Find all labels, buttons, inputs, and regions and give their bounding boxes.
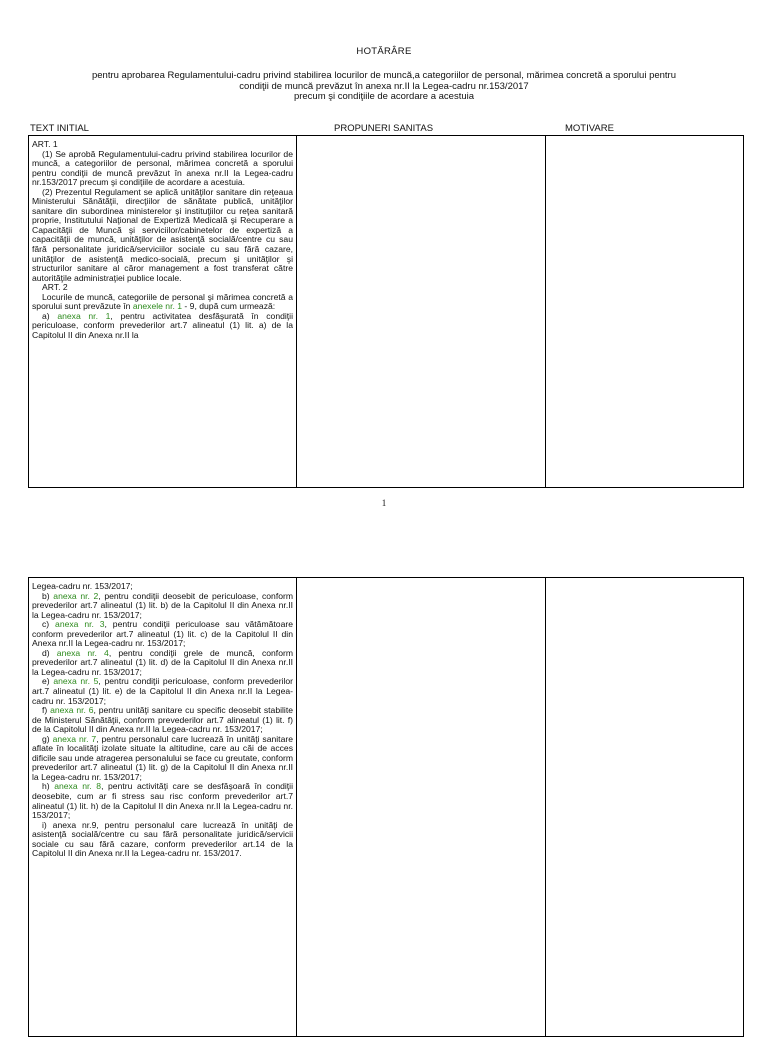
text-initial-cell [29,578,297,1037]
annex-link[interactable]: anexa nr. 3 [55,619,105,630]
annex-link[interactable]: anexa nr. 6 [50,705,94,716]
list-item: f) anexa nr. 6, pentru unităţi sanitare cu specific deosebit stabilite de Ministerul Sănătăţii, conform prevederilor art.7 alineatul (1) lit. f) de la Capitolul II din Anexa nr.II la Legea-cadru nr. 153/2017; [32,705,293,735]
article-heading: ART. 2 [42,282,68,293]
paragraph: Legea-cadru nr. 153/2017; [32,581,133,591]
subtitle-line: pentru aprobarea Regulamentului-cadru privind stabilirea locurilor de muncă,a categoriilor de personal, mărimea concretă a sporului pentru [91,70,677,81]
paragraph: (2) Prezentul Regulament se aplică unităţilor sanitare din reţeaua Ministerului Sănătăţii, direcţiilor de sănătate publică, unităţilor sanitare din subordinea ministerelor şi instituţiilor cu reţea sanitară proprie, Institutului Naţional de Expertiză Medicală şi Recuperare a Capacităţii de Muncă şi serviciilor/cabinetelor de expertiză a capacităţii de muncă, unităţilor de asistenţă socială/centre cu sau fără personalitate juridică/serviciilor sociale cu sau fără cazare, unităţilor de asistenţă medico-socială, precum şi unităţilor şi structurilor sanitare al căror management a fost transferat către autorităţile administraţiei publice locale. [32,186,293,283]
list-item: b) anexa nr. 2, pentru condiţii deosebit de periculoase, conform prevederilor art.7 alineatul (1) lit. b) de la Capitolul II din Anexa nr.II la Legea-cadru nr. 153/2017; [32,590,294,620]
list-item: e) anexa nr. 5, pentru condiţii periculoase, conform prevederilor art.7 alineatul (1) lit. e) de la Capitolul II din Anexa nr.II la Legea-cadru nr. 153/2017; [32,676,294,706]
annex-link[interactable]: anexele nr. 1 [132,301,183,312]
document-subtitle [40,71,728,103]
motivare-cell [546,136,744,488]
article-heading: ART. 1 [32,139,58,149]
document-title: HOTĂRÂRE [356,46,412,57]
annex-link[interactable]: anexa nr. 8 [54,781,102,792]
paragraph: (1) Se aprobă Regulamentului-cadru privind stabilirea locurilor de muncă, a categoriilor de personal, mărimea concretă a sporului pentru condiţii de muncă prevăzut în anexa nr.II la Legea-cadru nr.153/2017 precum şi condiţiile de acordare a acestuia. [32,148,293,188]
propuneri-cell [297,136,546,488]
annex-link[interactable]: anexa nr. 7 [52,733,97,744]
text-initial-cell [29,136,297,488]
annex-link[interactable]: anexa nr. 1 [57,310,111,321]
subtitle-line: precum şi condiţiile de acordare a acestuia [293,91,475,102]
annex-link[interactable]: anexa nr. 2 [53,590,99,601]
motivare-cell [546,578,744,1037]
column-header-motivare: MOTIVARE [565,123,614,134]
comparison-table [28,577,744,1037]
comparison-table [28,135,744,488]
page-number: 1 [381,498,387,508]
document-page-2 [0,560,768,1024]
list-item: a) anexa nr. 1, pentru activitatea desfăşurată în condiţii periculoase, conform prevederilor art.7 alineatul (1) lit. a) de la Capitolul II din Anexa nr.II la [32,310,293,340]
list-item: c) anexa nr. 3, pentru condiţii periculoase sau vătămătoare conform prevederilor art.7 alineatul (1) lit. c) de la Capitolul II din Anexa nr.II la Legea-cadru nr. 153/2017; [32,619,293,649]
annex-link[interactable]: anexa nr. 5 [53,676,99,687]
column-header-propuneri: PROPUNERI SANITAS [334,123,434,134]
list-item: g) anexa nr. 7, pentru personalul care lucrează în unităţi sanitare aflate în localităţi izolate situate la altitudine, care au căi de acces dificile sau unde atragerea personalului se face cu greutate, conform prevederilor art.7 alineatul (1) lit. g) de la Capitolul II din Anexa nr.II la Legea-cadru nr. 153/2017; [32,733,293,782]
list-item: i) anexa nr.9, pentru personalul care lucrează în unităţi de asistenţă socială/centre cu sau fără personalitate juridică/servicii sociale cu sau fără cazare, conform prevederilor art.14 de la Capitolul II din Anexa nr.II la Legea-cadru nr. 153/2017. [32,819,293,859]
list-item: d) anexa nr. 4, pentru condiţii grele de muncă, conform prevederilor art.7 alineatul (1) lit. d) de la Capitolul II din Anexa nr.II la Legea-cadru nr. 153/2017; [32,647,293,677]
subtitle-line: condiţii de muncă prevăzut în anexa nr.II la Legea-cadru nr.153/2017 [239,80,529,92]
list-item: h) anexa nr. 8, pentru activităţi care se desfăşoară în condiţii deosebite, cum ar fi stress sau risc conform prevederilor art.7 alineatul (1) lit. h) de la Capitolul II din Anexa nr.II la Legea-cadru nr. 153/2017; [32,781,293,821]
propuneri-cell [297,578,546,1037]
paragraph: Locurile de muncă, categoriile de personal şi mărimea concretă a sporului sunt prevăzute în anexele nr. 1 - 9, după cum urmează: [32,291,293,312]
annex-link[interactable]: anexa nr. 4 [56,647,109,658]
column-header-text-initial: TEXT INITIAL [30,123,89,134]
